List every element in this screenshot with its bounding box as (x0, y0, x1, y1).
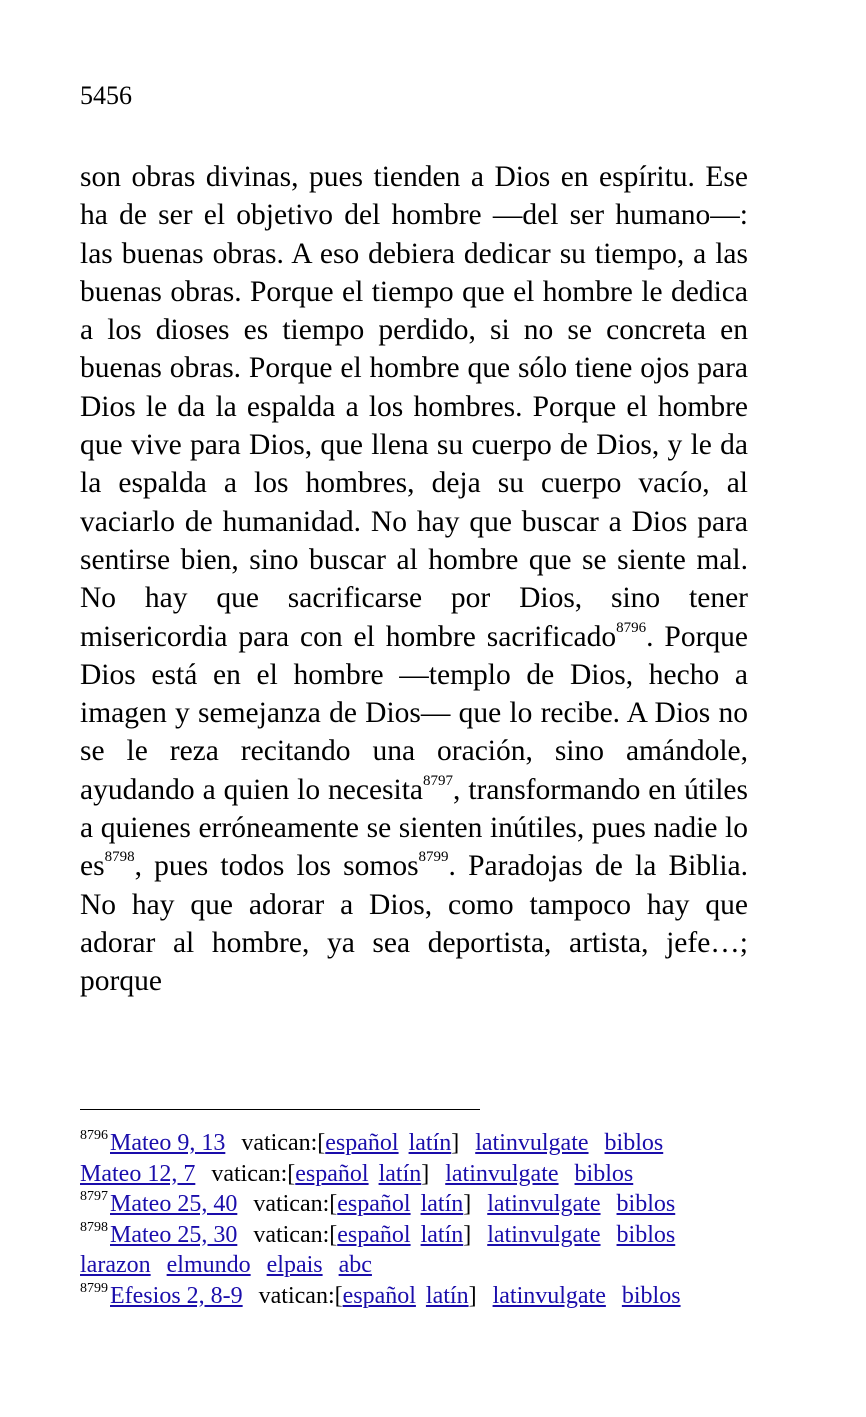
vatican-close: ] (421, 1160, 430, 1187)
larazon-link[interactable]: larazon (80, 1252, 151, 1278)
biblos-link[interactable]: biblos (621, 1282, 681, 1309)
latin-link[interactable]: latín (408, 1130, 452, 1156)
footnote-number: 8796 (80, 1128, 108, 1143)
bible-ref-link[interactable]: Mateo 25, 40 (110, 1191, 238, 1217)
body-segment: . Porque Dios está en el hombre —templo de Dios, hecho a imagen y semejanza de Dios— que lo recibe. A Dios no se le reza recitando una oración, sino amándole, ayudando a quien lo necesita (80, 620, 748, 806)
bible-ref-link[interactable]: Mateo 12, 7 (80, 1160, 196, 1187)
vatican-close: ] (468, 1282, 477, 1309)
bible-ref-link[interactable]: Efesios 2, 8-9 (110, 1282, 243, 1309)
footnote-8798 (80, 1220, 860, 1251)
footnote-ref[interactable]: 8799 (418, 849, 449, 866)
body-text (80, 158, 748, 1001)
vatican-label: vatican:[ (211, 1160, 296, 1187)
biblos-link[interactable]: biblos (574, 1160, 634, 1187)
espanol-link[interactable]: español (295, 1160, 369, 1187)
latinvulgate-link[interactable]: latinvulgate (445, 1160, 559, 1187)
page-number: 5456 (80, 81, 132, 110)
latin-link[interactable]: latín (420, 1221, 464, 1248)
abc-link[interactable]: abc (338, 1252, 372, 1278)
footnote-ref[interactable]: 8797 (423, 772, 454, 789)
footnotes (80, 1128, 860, 1311)
footnote-8796-continued (80, 1159, 860, 1190)
latinvulgate-link[interactable]: latinvulgate (487, 1221, 601, 1248)
vatican-close: ] (451, 1130, 460, 1156)
biblos-link[interactable]: biblos (616, 1221, 676, 1248)
biblos-link[interactable]: biblos (616, 1191, 676, 1217)
vatican-close: ] (463, 1191, 472, 1217)
latin-link[interactable]: latín (378, 1160, 422, 1187)
latin-link[interactable]: latín (425, 1282, 469, 1309)
vatican-label: vatican:[ (253, 1191, 338, 1217)
footnote-8799 (80, 1281, 860, 1312)
vatican-label: vatican:[ (241, 1130, 326, 1156)
footnote-ref[interactable]: 8798 (104, 849, 135, 866)
footnote-ref[interactable]: 8796 (616, 619, 647, 636)
footnote-divider (80, 1109, 480, 1110)
latinvulgate-link[interactable]: latinvulgate (492, 1282, 606, 1309)
biblos-link[interactable]: biblos (604, 1130, 664, 1156)
espanol-link[interactable]: español (337, 1221, 411, 1248)
footnote-number: 8797 (80, 1189, 108, 1204)
elmundo-link[interactable]: elmundo (166, 1252, 251, 1278)
vatican-label: vatican:[ (258, 1282, 343, 1309)
latin-link[interactable]: latín (420, 1191, 464, 1217)
elpais-link[interactable]: elpais (266, 1252, 323, 1278)
body-segment: , transformando en útiles a quienes erróneamente se sienten inútiles, pues nadie lo es (80, 773, 748, 883)
bible-ref-link[interactable]: Mateo 9, 13 (110, 1130, 226, 1156)
footnote-8798-news (80, 1250, 860, 1281)
body-segment: son obras divinas, pues tienden a Dios en espíritu. Ese ha de ser el objetivo del hombre —del ser humano—: las buenas obras. A eso debiera dedicar su tiempo, a las buenas obras. Porque el tiempo que el hombre le dedica a los dioses es tiempo perdido, si no se concreta en buenas obras. Porque el hombre que sólo tiene ojos para Dios le da la espalda a los hombres. Porque el hombre que vive para Dios, que llena su cuerpo de Dios, y le da la espalda a los hombres, deja su cuerpo vacío, al vaciarlo de humanidad. No hay que buscar a Dios para sentirse bien, sino buscar al hombre que se siente mal. No hay que sacrificarse por Dios, sino tener misericordia para con el hombre sacrificado (80, 161, 748, 653)
footnote-number: 8799 (80, 1280, 108, 1296)
vatican-close: ] (463, 1221, 472, 1248)
latinvulgate-link[interactable]: latinvulgate (487, 1191, 601, 1217)
body-segment: , pues todos los somos (134, 850, 419, 883)
espanol-link[interactable]: español (342, 1282, 416, 1309)
footnote-number: 8798 (80, 1219, 108, 1235)
vatican-label: vatican:[ (253, 1221, 338, 1248)
espanol-link[interactable]: español (337, 1191, 411, 1217)
latinvulgate-link[interactable]: latinvulgate (475, 1130, 589, 1156)
bible-ref-link[interactable]: Mateo 25, 30 (110, 1221, 238, 1248)
body-segment: . Paradojas de la Biblia. No hay que adorar a Dios, como tampoco hay que adorar al hombre, ya sea deportista, artista, jefe…; porque (80, 850, 748, 998)
espanol-link[interactable]: español (325, 1130, 399, 1156)
footnote-8797 (80, 1189, 860, 1220)
footnote-8796 (80, 1128, 860, 1159)
